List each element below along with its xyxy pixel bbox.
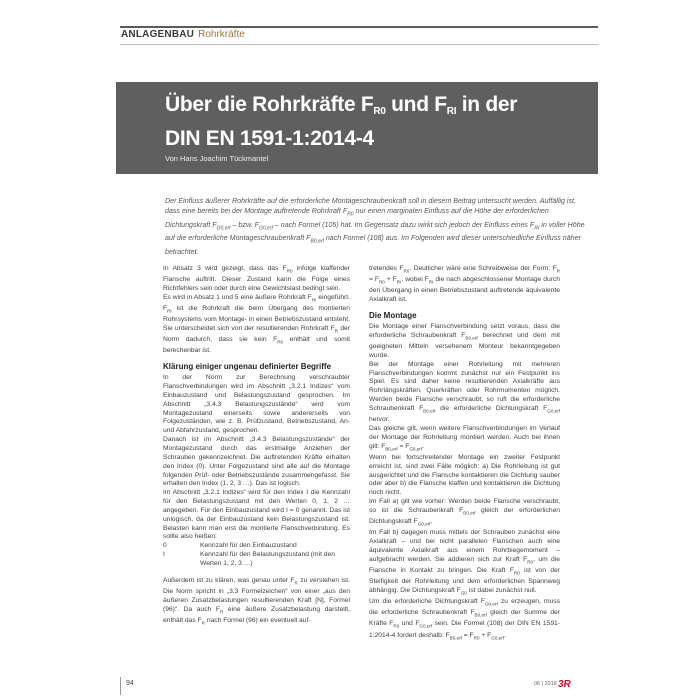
body-paragraph: Im Fall a) gilt wie vorher: Werden beide Flansche verschraubt, so ist die Schraubenkraft $F_{B0,erf}$ gleich der erforderlichen Dichtungskraft $F_{G0,erf}$. [369, 498, 561, 527]
section-label: ANLAGENBAU [121, 29, 195, 40]
top-rule [120, 26, 598, 28]
body-paragraph: Wenn bei fortschreitender Montage ein zweiter Festpunkt erreicht ist, sind zwei Fälle möglich: a) Die Rohrleitung ist gut ausgerichtet und die Flansche kontaktieren die Dichtung sauber oder aber b) die Flansche klaffen und kontaktieren die Dichtung noch nicht. [369, 453, 560, 497]
magazine-logo-icon [557, 678, 583, 688]
body-paragraph: Es wird in Absatz 1 und 5 eine äußere Rohrkraft $F_{RI}$ eingeführt. $F_{RI}$ ist die Rohrkraft die beim Übergang des montierten Rohrsystems vom Montage- in einen Betriebszustand entsteht. Sie unterscheidet sich von der resultierenden Rohrkraft $F_R$ der Norm dadurch, dass sie kein $F_{R0}$ enthält und somit berechenbar ist. [163, 293, 350, 355]
header-rule [120, 44, 598, 45]
body-paragraph: Die Montage einer Flanschverbindung setzt voraus, dass die erforderliche Schraubenkraft $F_{B0,erf}$ berechnet und dem mit geeigneten Mitteln versehenem Monteur bekanntgegeben wurde. [369, 323, 560, 359]
article-title: Über die Rohrkräfte $F_{R0}$ und $F_{RI}$ in der DIN EN 1591-1:2014-4 [165, 93, 518, 150]
body-paragraph: tretendes $F_{R0}$. Deutlicher wäre eine Schreibweise der Form: $F_R = F_{R0} + F_{RI}$, wobei $F_{RI}$ die nach abgeschlossener Montage durch den Übergang in einen Betriebszustand auftretende äquivalente Axialkraft ist. [369, 265, 560, 304]
body-paragraph: Bei der Montage einer Rohrleitung mit mehreren Flanschverbindungen kommt zunächst nur ein Festpunkt ins Spiel. Es sind daher keine resultierenden Axialkräfte aus Rohrlängskräften, Querkräften oder Rohrmomenten möglich. Werden beide Flansche verschraubt, so ruft die erforderliche Schraubenkraft $F_{B0,erf}$ die erforderliche Dichtungskraft $F_{G0,erf}$ hervor. [369, 360, 561, 424]
issue-label: 06 | 2018 [534, 681, 557, 687]
body-paragraph: Im Fall b) dagegen muss mittels der Schrauben zunächst eine Axialkraft – und bei nicht parallelen Flanschen auch eine äquivalente Axialkraft aus einem Rohrbiegemoment – aufgebracht werden. Sie addieren sich zur Kraft $F_{R0}$, um die Flansche in Kontakt zu bringen. Die Kraft $F_{R0}$ ist von der Steifigkeit der Rohrleitung und dem erforderlichen Spannweg abhängig. Die Dichtungskraft $F_{G0}$ ist dabei zunächst null. [369, 529, 560, 596]
body-paragraph: Außerdem ist zu klären, was genau unter $F_R$ zu verstehen ist. Die Norm spricht in „3.3 Formelzeichen“ von einer „aus den äußeren Zusatzbelastungen resultierenden Kraft [N], Formel (96)“. Da auch $F_R$ eine äußere Zusatzbelastung darstellt, enthält das $F_R$ nach Formel (96) ein eventuell auf- [163, 576, 350, 626]
footer-rule [120, 677, 121, 695]
running-header [121, 29, 245, 40]
author-byline: Von Hans Joachim Tückmantel [165, 154, 269, 163]
section-heading: Die Montage [369, 311, 417, 321]
body-paragraph: In Absatz 3 wird gezeigt, dass das $F_{R0}$ infolge klaffender Flansche auftritt. Dieser Zustand kann die Folge eines Richtfehlers sein oder durch eine Gewichtslast bedingt sein. [163, 265, 351, 293]
body-paragraph: Das gleiche gilt, wenn weitere Flanschverbindungen im Verlauf der Montage der Rohrleitung montiert werden. Auch bei ihnen gilt: $F_{B0,erf} = F_{G0,erf}$. [369, 424, 560, 451]
body-paragraph: Im Abschnitt „3.2.1 Indizes“ wird für den Index I die Kennzahl für den Belastungszustand mit den Werten 0, 1, 2 … angegeben. Für den Einbauzustand wird I = 0 genannt. Das ist unlogisch, da der Einbauzustand kein Belastungszustand ist. Belasten kann man erst die montierte Flanschverbindung. Es sollte also heißen: [163, 489, 350, 541]
lead-paragraph: Der Einfluss äußerer Rohrkräfte auf die erforderliche Montageschraubenkraft soll in diesem Beitrag untersucht werden. Auffällig ist, dass eine bereits bei der Montage auftretende Rohrkraft $F_{R0}$ nur einen marginalen Einfluss auf die Höhe der erforderlichen Dichtungskraft $F_{G0,erf}$ – bzw. $F_{G0,erf}$ – nach Formel (105) hat. Im Gegensatz dazu wirkt sich jedoch der Einfluss eines $F_{RI}$ in voller Höhe auf die erforderliche Montageschraubenkraft $F_{B0,erf}$ nach Formel (108) aus. Im Folgenden wird dieser unterschiedliche Einfluss näher betrachtet. [165, 197, 585, 256]
section-heading: Klärung einiger ungenau definierter Begriffe [163, 362, 332, 372]
logo-text: 3R [558, 679, 571, 688]
definition-item: I Kennzahl für den Belastungszustand (mit den Werten 1, 2, 3 …) [163, 551, 335, 567]
definition-item: 0 Kennzahl für den Einbauzustand [163, 542, 297, 550]
left-column [163, 265, 350, 628]
body-paragraph: In der Norm zur Berechnung verschraubter Flanschverbindungen wird im Abschnitt „3.2.1 Indizes“ vom Einbauzustand und Belastungszustand gesprochen. Im Abschnitt „3.4.3 Belastungszustände“ wird vom Montagezustand einerseits sowie andererseits von Folgezuständen, wie z. B. Prüfzustand, Betriebszustand, An- und Abfahrzustand, gesprochen. [163, 374, 350, 435]
body-paragraph: Danach ist im Abschnitt „3.4.3 Belastungszustände“ der Montagezustand durch das erstmalige Anziehen der Schrauben gekennzeichnet. Die auftretenden Kräfte erhalten den Index (0). Unter Folgezustand sind alle auf die Montage folgenden Prüf- oder Betriebszustände zusammengefasst. Sie erhalten den Index (1, 2, 3 …). Das ist logisch. [163, 436, 350, 488]
body-paragraph: Um die erforderliche Dichtungskraft $F_{G0,erf}$ zu erzeugen, muss die erforderliche Schraubenkraft $F_{B0,erf}$ gleich der Summe der Kräfte $F_{R0}$ und $F_{G0,erf}$ sein. Die Formel (108) der DIN EN 1591-1:2014-4 fordert deshalb: $F_{B0,erf} = F_{R0} + F_{G0,erf}$. [369, 598, 560, 640]
subsection-label: Rohrkräfte [198, 29, 245, 40]
page-number: 94 [126, 680, 134, 687]
right-column [369, 265, 560, 643]
